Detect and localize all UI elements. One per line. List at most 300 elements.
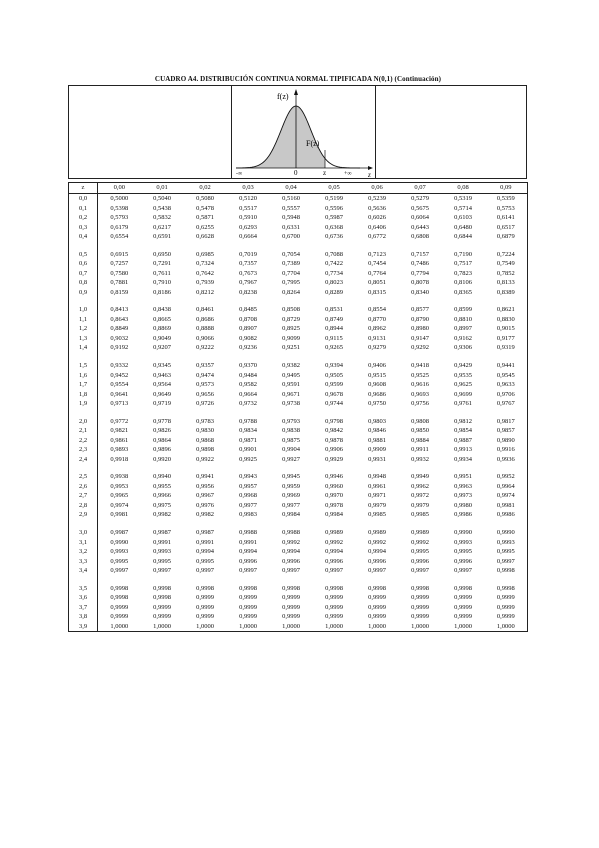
probability-cell: 0,9846 <box>368 427 386 435</box>
probability-cell: 0,8389 <box>496 288 515 296</box>
probability-cell: 0,9192 <box>110 344 129 352</box>
probability-cell: 0,8997 <box>454 325 472 333</box>
probability-cell: 0,8186 <box>153 288 171 296</box>
table-body <box>69 194 528 632</box>
z-value-cell: 2,7 <box>69 491 98 501</box>
probability-cell: 0,9726 <box>196 400 214 408</box>
probability-cell: 0,9984 <box>325 511 343 519</box>
z-value-cell: 1,1 <box>69 315 98 325</box>
probability-cell: 0,9977 <box>239 501 257 509</box>
probability-cell: 0,9934 <box>454 455 472 463</box>
probability-cell: 0,5120 <box>239 195 257 202</box>
probability-cell: 0,9999 <box>153 613 171 621</box>
table-row <box>69 315 528 325</box>
z-value-cell: 1,9 <box>69 399 98 409</box>
probability-cell: 0,8810 <box>454 315 472 323</box>
z-value-cell: 1,3 <box>69 334 98 344</box>
probability-cell: 0,8340 <box>411 288 429 296</box>
z-value-cell: 3,4 <box>69 566 98 576</box>
probability-cell: 0,8264 <box>282 288 300 296</box>
probability-cell: 0,9998 <box>110 594 129 602</box>
probability-cell: 0,9998 <box>153 594 171 602</box>
probability-cell: 0,9995 <box>110 557 129 565</box>
probability-cell: 0,9821 <box>110 427 129 435</box>
header-col-0-07: 0,07 <box>399 183 442 194</box>
probability-cell: 0,9965 <box>110 492 129 500</box>
probability-cell: 0,9992 <box>282 538 300 546</box>
probability-cell: 0,9975 <box>153 501 171 509</box>
probability-cell: 0,9969 <box>282 492 300 500</box>
probability-cell: 0,9999 <box>282 603 300 611</box>
z-value-cell: 2,5 <box>69 472 98 482</box>
probability-cell: 0,9998 <box>368 584 386 592</box>
probability-cell: 0,9918 <box>110 455 129 463</box>
probability-cell: 0,8944 <box>325 325 343 333</box>
z-value-cell: 2,8 <box>69 501 98 511</box>
probability-cell: 1,0000 <box>313 622 356 632</box>
probability-cell: 0,8238 <box>239 288 257 296</box>
probability-cell: 0,8315 <box>368 288 386 296</box>
probability-cell: 0,9999 <box>325 594 343 602</box>
probability-cell: 0,8729 <box>282 315 300 323</box>
z-value-cell: 2,6 <box>69 482 98 492</box>
probability-cell: 0,9345 <box>153 362 171 370</box>
probability-cell: 0,9985 <box>368 511 386 519</box>
header-col-0-03: 0,03 <box>227 183 270 194</box>
probability-cell: 0,9633 <box>496 381 515 389</box>
z-value-cell: 1,0 <box>69 305 98 315</box>
probability-cell: 0,5910 <box>239 214 257 221</box>
probability-cell: 0,8665 <box>153 315 171 323</box>
probability-cell: 0,9990 <box>496 529 515 537</box>
probability-cell: 0,9948 <box>368 473 386 481</box>
probability-cell: 0,5596 <box>325 204 343 212</box>
probability-cell: 0,9999 <box>110 613 129 621</box>
probability-cell: 0,9861 <box>110 436 129 444</box>
probability-cell: 0,9938 <box>110 473 129 481</box>
probability-cell: 0,9997 <box>368 567 386 575</box>
zero-label: 0 <box>294 169 298 177</box>
spacer-cell <box>98 576 528 584</box>
probability-cell: 0,9756 <box>411 400 429 408</box>
pos-inf-label: +∞ <box>344 171 352 177</box>
probability-cell: 0,9997 <box>496 557 515 565</box>
table-row <box>69 455 528 465</box>
probability-cell: 0,9996 <box>282 557 300 565</box>
probability-cell: 0,7389 <box>282 260 300 268</box>
probability-cell: 0,7324 <box>196 260 214 268</box>
group-spacer <box>69 576 528 584</box>
probability-cell: 0,7486 <box>411 260 429 268</box>
probability-cell: 0,9999 <box>196 594 214 602</box>
z-axis-label: z <box>368 171 371 179</box>
table-row <box>69 501 528 511</box>
probability-cell: 0,9996 <box>411 557 429 565</box>
probability-cell: 0,9984 <box>282 511 300 519</box>
header-col-0-01: 0,01 <box>141 183 184 194</box>
probability-cell: 0,9573 <box>196 381 214 389</box>
probability-cell: 1,0000 <box>98 622 141 632</box>
probability-cell: 0,9901 <box>239 446 257 454</box>
probability-cell: 0,8106 <box>454 279 472 287</box>
probability-cell: 0,9951 <box>454 473 472 481</box>
probability-cell: 0,9986 <box>496 511 515 519</box>
probability-cell: 0,5478 <box>196 204 214 212</box>
probability-cell: 0,9591 <box>282 381 300 389</box>
probability-cell: 0,9713 <box>110 400 129 408</box>
table-row <box>69 232 528 242</box>
group-spacer <box>69 297 528 305</box>
probability-cell: 0,7794 <box>411 269 429 277</box>
z-value-cell: 0,0 <box>69 194 98 204</box>
probability-cell: 0,9998 <box>496 567 515 575</box>
probability-cell: 0,9207 <box>153 344 171 352</box>
table-row <box>69 426 528 436</box>
probability-cell: 0,9957 <box>239 482 257 490</box>
probability-cell: 0,7019 <box>239 250 257 258</box>
table-row <box>69 223 528 233</box>
probability-cell: 0,7881 <box>110 279 129 287</box>
table-row <box>69 194 528 204</box>
probability-cell: 0,9946 <box>325 473 343 481</box>
probability-cell: 1,0000 <box>184 622 227 632</box>
table-row <box>69 204 528 214</box>
probability-cell: 0,9999 <box>496 613 515 621</box>
probability-cell: 0,9838 <box>282 427 300 435</box>
probability-cell: 0,7224 <box>496 250 515 258</box>
probability-cell: 0,9999 <box>368 594 386 602</box>
probability-cell: 0,9955 <box>153 482 171 490</box>
probability-cell: 0,9706 <box>496 390 515 398</box>
probability-cell: 0,8051 <box>368 279 386 287</box>
table-row <box>69 566 528 576</box>
z-value-cell: 3,7 <box>69 603 98 613</box>
z-value-cell: 1,4 <box>69 343 98 353</box>
x-axis-arrowhead <box>368 166 373 170</box>
probability-cell: 0,9971 <box>368 492 386 500</box>
probability-cell: 0,9131 <box>368 334 386 342</box>
probability-cell: 0,9998 <box>110 584 129 592</box>
probability-cell: 0,6368 <box>325 223 343 231</box>
probability-cell: 0,8023 <box>325 279 343 287</box>
probability-cell: 0,9999 <box>325 613 343 621</box>
table-row <box>69 436 528 446</box>
z-value-cell: 0,6 <box>69 259 98 269</box>
cumulative-area-shading <box>236 106 325 168</box>
probability-cell: 0,6026 <box>368 214 386 221</box>
probability-cell: 0,9979 <box>411 501 429 509</box>
header-row <box>69 183 528 194</box>
probability-cell: 0,9998 <box>454 584 472 592</box>
table-row <box>69 399 528 409</box>
probability-cell: 0,9992 <box>325 538 343 546</box>
probability-cell: 0,9015 <box>496 325 515 333</box>
probability-cell: 0,9995 <box>411 548 429 556</box>
probability-cell: 0,6700 <box>282 233 300 240</box>
probability-cell: 0,9515 <box>368 371 386 379</box>
probability-cell: 0,9750 <box>368 400 386 408</box>
probability-cell: 0,9983 <box>239 511 257 519</box>
probability-cell: 0,9963 <box>454 482 472 490</box>
probability-cell: 0,9936 <box>496 455 515 463</box>
z-value-cell: 1,5 <box>69 361 98 371</box>
probability-cell: 0,8438 <box>153 306 171 314</box>
probability-cell: 0,6915 <box>110 250 129 258</box>
probability-cell: 0,7734 <box>325 269 343 277</box>
probability-cell: 0,6772 <box>368 233 386 240</box>
z-value-cell: 2,3 <box>69 445 98 455</box>
table-title: CUADRO A4. DISTRIBUCIÓN CONTINUA NORMAL TIPIFICADA N(0,1) (Continuación) <box>154 75 442 83</box>
probability-cell: 0,9990 <box>454 529 472 537</box>
probability-cell: 0,6879 <box>496 233 515 240</box>
table-row <box>69 622 528 632</box>
spacer-cell <box>69 353 98 361</box>
probability-cell: 0,9545 <box>496 371 515 379</box>
probability-cell: 0,7054 <box>282 250 300 258</box>
probability-cell: 0,8599 <box>454 306 472 314</box>
probability-cell: 0,9999 <box>411 594 429 602</box>
probability-cell: 0,9599 <box>325 381 343 389</box>
probability-cell: 0,6985 <box>196 250 214 258</box>
table-row <box>69 491 528 501</box>
probability-cell: 0,9982 <box>196 511 214 519</box>
probability-cell: 0,8749 <box>325 315 343 323</box>
probability-cell: 0,9997 <box>239 567 257 575</box>
table-row <box>69 472 528 482</box>
probability-cell: 0,9394 <box>325 362 343 370</box>
probability-cell: 0,9441 <box>496 362 515 370</box>
probability-cell: 0,9772 <box>110 417 129 425</box>
probability-cell: 0,9992 <box>411 538 429 546</box>
z-value-cell: 3,1 <box>69 538 98 548</box>
probability-cell: 0,9798 <box>325 417 343 425</box>
z-value-cell: 2,4 <box>69 455 98 465</box>
probability-cell: 0,5517 <box>239 204 257 212</box>
probability-cell: 0,9878 <box>325 436 343 444</box>
probability-cell: 0,7549 <box>496 260 515 268</box>
probability-cell: 0,7764 <box>368 269 386 277</box>
normal-curve-diagram <box>232 86 375 179</box>
probability-cell: 0,8078 <box>411 279 429 287</box>
probability-cell: 0,8907 <box>239 325 257 333</box>
probability-cell: 0,8461 <box>196 306 214 314</box>
table-row <box>69 482 528 492</box>
probability-cell: 0,6406 <box>368 223 386 231</box>
table-row <box>69 593 528 603</box>
probability-cell: 0,9830 <box>196 427 214 435</box>
probability-cell: 0,8212 <box>196 288 214 296</box>
header-col-0-05: 0,05 <box>313 183 356 194</box>
probability-cell: 0,9554 <box>110 381 129 389</box>
probability-cell: 0,9999 <box>454 594 472 602</box>
probability-cell: 0,5948 <box>282 214 300 221</box>
probability-cell: 0,6591 <box>153 233 171 240</box>
probability-cell: 0,9974 <box>496 492 515 500</box>
probability-cell: 0,5438 <box>153 204 171 212</box>
probability-cell: 0,9664 <box>239 390 257 398</box>
probability-cell: 0,9992 <box>368 538 386 546</box>
probability-cell: 0,5398 <box>110 204 129 212</box>
probability-cell: 1,0000 <box>270 622 313 632</box>
probability-cell: 0,9452 <box>110 371 129 379</box>
y-axis-arrowhead <box>294 89 298 95</box>
z-marker-label: z <box>323 169 327 177</box>
probability-cell: 0,9162 <box>454 334 472 342</box>
probability-cell: 0,9896 <box>153 446 171 454</box>
probability-cell: 0,9976 <box>196 501 214 509</box>
figure-divider-right <box>375 86 376 179</box>
probability-cell: 0,9656 <box>196 390 214 398</box>
probability-cell: 0,9066 <box>196 334 214 342</box>
probability-cell: 0,9406 <box>368 362 386 370</box>
probability-cell: 0,9967 <box>196 492 214 500</box>
probability-cell: 0,6480 <box>454 223 472 231</box>
table-row <box>69 324 528 334</box>
table-row <box>69 445 528 455</box>
probability-cell: 0,9999 <box>110 603 129 611</box>
probability-cell: 0,7257 <box>110 260 129 268</box>
probability-cell: 0,8686 <box>196 315 214 323</box>
probability-cell: 0,9999 <box>411 613 429 621</box>
table-row <box>69 288 528 298</box>
probability-cell: 0,9812 <box>454 417 472 425</box>
probability-cell: 0,9279 <box>368 344 386 352</box>
probability-cell: 0,5714 <box>454 204 472 212</box>
probability-cell: 0,9788 <box>239 417 257 425</box>
probability-cell: 0,5636 <box>368 204 386 212</box>
probability-cell: 0,9998 <box>282 584 300 592</box>
probability-cell: 0,9418 <box>411 362 429 370</box>
probability-cell: 0,9535 <box>454 371 472 379</box>
probability-cell: 0,9884 <box>411 436 429 444</box>
probability-cell: 0,8289 <box>325 288 343 296</box>
probability-cell: 0,9998 <box>153 584 171 592</box>
probability-cell: 0,7823 <box>454 269 472 277</box>
probability-cell: 0,9808 <box>411 417 429 425</box>
probability-cell: 0,9357 <box>196 362 214 370</box>
probability-cell: 0,9911 <box>411 446 429 454</box>
probability-cell: 0,9999 <box>454 603 472 611</box>
probability-cell: 0,8849 <box>110 325 129 333</box>
header-col-0-06: 0,06 <box>356 183 399 194</box>
probability-cell: 0,9997 <box>196 567 214 575</box>
probability-cell: 0,5040 <box>153 195 171 202</box>
header-col-0-02: 0,02 <box>184 183 227 194</box>
probability-cell: 0,9927 <box>282 455 300 463</box>
group-spacer <box>69 353 528 361</box>
probability-cell: 0,8554 <box>368 306 386 314</box>
probability-cell: 0,9906 <box>325 446 343 454</box>
probability-cell: 0,9997 <box>411 567 429 575</box>
normal-distribution-table <box>68 182 527 632</box>
probability-cell: 0,9981 <box>496 501 515 509</box>
Fz-area-label: F(z) <box>306 139 320 148</box>
probability-cell: 0,9429 <box>454 362 472 370</box>
probability-cell: 0,9032 <box>110 334 129 342</box>
probability-cell: 0,9994 <box>368 548 386 556</box>
table-row <box>69 371 528 381</box>
probability-cell: 0,7967 <box>239 279 257 287</box>
probability-cell: 0,9826 <box>153 427 171 435</box>
probability-cell: 0,7088 <box>325 250 343 258</box>
z-value-cell: 1,8 <box>69 390 98 400</box>
probability-cell: 0,5871 <box>196 214 214 221</box>
probability-cell: 0,9932 <box>411 455 429 463</box>
z-value-cell: 1,7 <box>69 380 98 390</box>
probability-cell: 0,9987 <box>153 529 171 537</box>
spacer-cell <box>98 464 528 472</box>
table-row <box>69 305 528 315</box>
probability-cell: 0,9968 <box>239 492 257 500</box>
spacer-cell <box>98 242 528 250</box>
neg-inf-label: -∞ <box>236 171 243 177</box>
probability-cell: 0,8790 <box>411 315 429 323</box>
header-col-0-09: 0,09 <box>485 183 528 194</box>
probability-cell: 0,9625 <box>454 381 472 389</box>
probability-cell: 0,9996 <box>325 557 343 565</box>
z-value-cell: 2,9 <box>69 510 98 520</box>
z-value-cell: 3,5 <box>69 584 98 594</box>
probability-cell: 0,5557 <box>282 204 300 212</box>
probability-cell: 0,6844 <box>454 233 472 240</box>
probability-cell: 0,9332 <box>110 362 129 370</box>
probability-cell: 0,9803 <box>368 417 386 425</box>
probability-cell: 0,9956 <box>196 482 214 490</box>
probability-cell: 0,5160 <box>282 195 300 202</box>
probability-cell: 0,7123 <box>368 250 386 258</box>
probability-cell: 0,9949 <box>411 473 429 481</box>
probability-cell: 0,9966 <box>153 492 171 500</box>
probability-cell: 0,9993 <box>110 548 129 556</box>
probability-cell: 0,9693 <box>411 390 429 398</box>
probability-cell: 0,9099 <box>282 334 300 342</box>
probability-cell: 0,9989 <box>411 529 429 537</box>
probability-cell: 0,9945 <box>282 473 300 481</box>
probability-cell: 1,0000 <box>141 622 184 632</box>
probability-cell: 0,9960 <box>325 482 343 490</box>
probability-cell: 0,9999 <box>239 613 257 621</box>
probability-cell: 0,9997 <box>282 567 300 575</box>
probability-cell: 0,9964 <box>496 482 515 490</box>
probability-cell: 0,9940 <box>153 473 171 481</box>
probability-cell: 0,9875 <box>282 436 300 444</box>
z-value-cell: 0,8 <box>69 278 98 288</box>
probability-cell: 0,8508 <box>282 306 300 314</box>
probability-cell: 0,6517 <box>496 223 515 231</box>
probability-cell: 0,9564 <box>153 381 171 389</box>
probability-cell: 0,9999 <box>282 613 300 621</box>
probability-cell: 0,9864 <box>153 436 171 444</box>
probability-cell: 0,6808 <box>411 233 429 240</box>
probability-cell: 0,8365 <box>454 288 472 296</box>
probability-cell: 0,9744 <box>325 400 343 408</box>
probability-cell: 0,7611 <box>153 269 171 277</box>
probability-cell: 0,9778 <box>153 417 171 425</box>
probability-cell: 0,8621 <box>496 306 515 314</box>
probability-cell: 0,9484 <box>239 371 257 379</box>
probability-cell: 0,9732 <box>239 400 257 408</box>
probability-cell: 0,7910 <box>153 279 171 287</box>
probability-cell: 0,9842 <box>325 427 343 435</box>
probability-cell: 0,9996 <box>368 557 386 565</box>
probability-cell: 0,9999 <box>411 603 429 611</box>
probability-cell: 0,6736 <box>325 233 343 240</box>
probability-cell: 0,9893 <box>110 446 129 454</box>
probability-cell: 1,0000 <box>227 622 270 632</box>
probability-cell: 0,7704 <box>282 269 300 277</box>
probability-cell: 0,9686 <box>368 390 386 398</box>
probability-cell: 0,9998 <box>325 584 343 592</box>
